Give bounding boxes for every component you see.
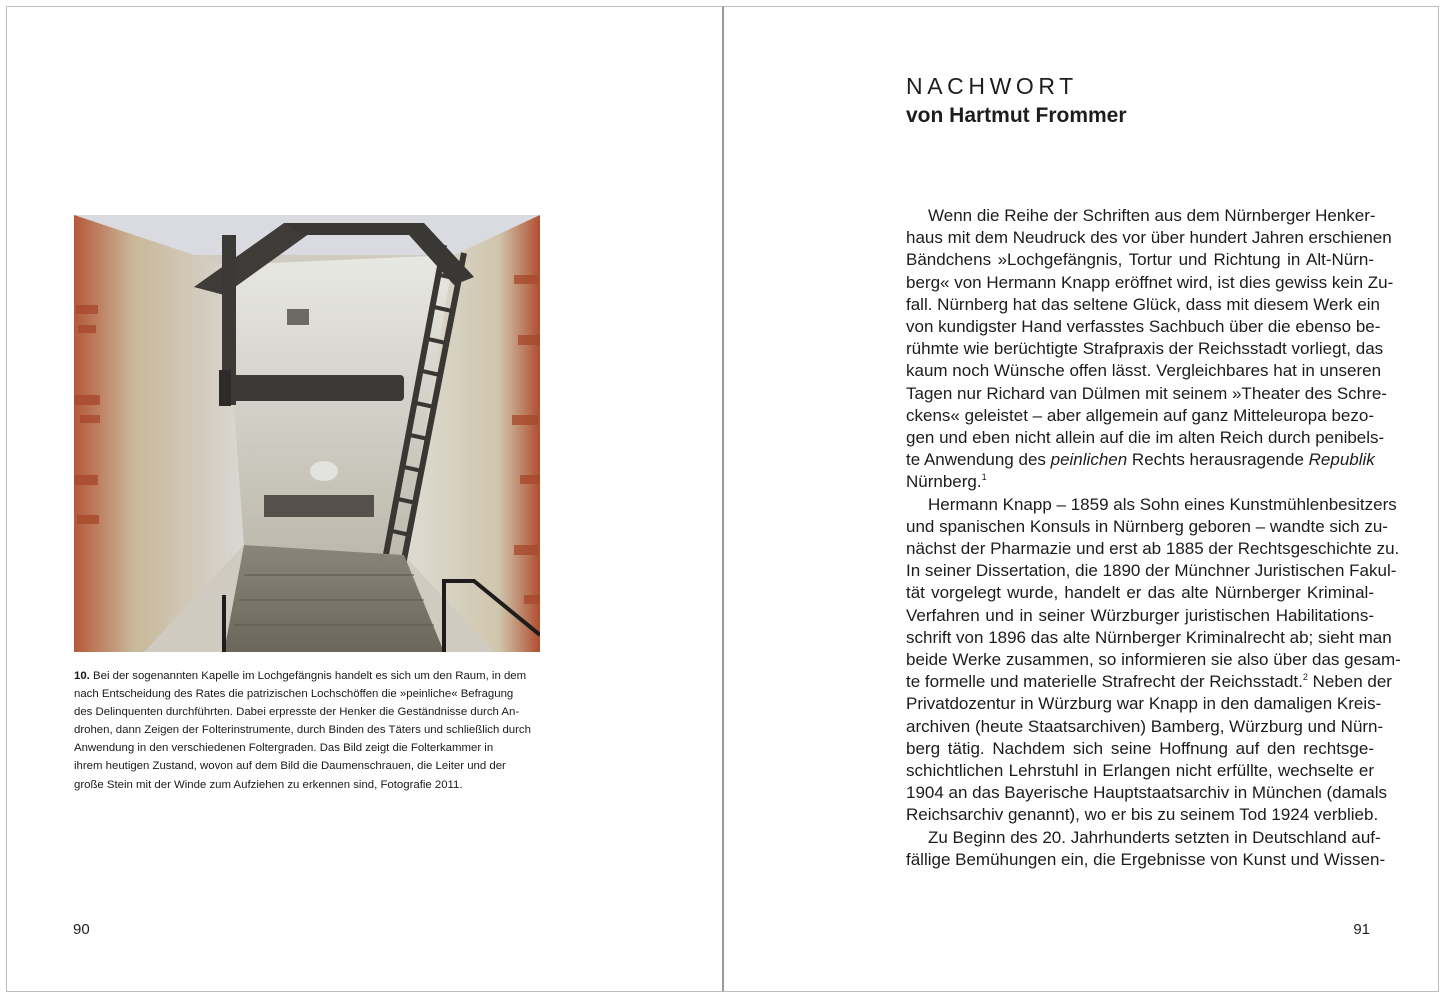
text-line: tät vorgelegt wurde, handelt er das alte Nürnberger Kriminal-: [906, 583, 1374, 603]
text-line: Tagen nur Richard van Dülmen mit seinem »Theater des Schre-: [906, 383, 1387, 403]
text-line: fall. Nürnberg hat das seltene Glück, dass mit diesem Werk ein: [906, 294, 1381, 314]
footnote-ref: 2: [1302, 672, 1308, 683]
text-line: haus mit dem Neudruck des vor über hundert Jahren erschienen: [906, 228, 1392, 248]
page-number: 91: [1353, 921, 1370, 938]
text-line: Bändchens »Lochgefängnis, Tortur und Richtung in Alt-Nürn-: [906, 250, 1374, 270]
chapter-title: NACHWORT: [906, 73, 1078, 99]
text-line: 1904 an das Bayerische Hauptstaatsarchiv in München (damals: [906, 783, 1387, 803]
text-line: ckens« geleistet – aber allgemein auf ganz Mitteleuropa bezo-: [906, 405, 1374, 425]
text-line: te formelle und materielle Strafrecht der Reichsstadt.$^2$ Neben der: [906, 672, 1392, 692]
text-line: kaum noch Wünsche offen lässt. Vergleichbares hat in unseren: [906, 361, 1382, 381]
text-line: berg« von Hermann Knapp eröffnet wird, ist dies gewiss kein Zu-: [906, 272, 1394, 292]
text-line: In seiner Dissertation, die 1890 der Münchner Juristischen Fakul-: [906, 561, 1397, 581]
left-page: [6, 6, 722, 992]
text-line: von kundigster Hand verfasstes Sachbuch über die ebenso be-: [906, 317, 1381, 337]
text-line: Wenn die Reihe der Schriften aus dem Nürnberger Henker-: [928, 206, 1376, 225]
text-line: te Anwendung des peinlichen Rechts herausragende Republik: [906, 450, 1375, 470]
text-line: gen und eben nicht allein auf die im alten Reich durch penibels-: [906, 428, 1385, 448]
body-text: [906, 205, 1401, 871]
text-line: rühmte wie berüchtigte Strafpraxis der Reichsstadt vorliegt, das: [906, 339, 1384, 359]
text-line: berg tätig. Nachdem sich seine Hoffnung auf den rechtsge-: [906, 738, 1374, 758]
text-line: schrift von 1896 das alte Nürnberger Kriminalrecht ab; sieht man: [906, 627, 1392, 647]
text-line: Verfahren und in seiner Würzburger juristischen Habilitations-: [906, 605, 1374, 625]
italic-term: peinlichen: [1050, 450, 1128, 470]
text-line: fällige Bemühungen ein, die Ergebnisse von Kunst und Wissen-: [906, 849, 1386, 869]
text-line: schichtlichen Lehrstuhl in Erlangen nicht erfüllte, wechselte er: [906, 761, 1374, 781]
text-line: Reichsarchiv genannt), wo er bis zu seinem Tod 1924 verblieb.: [906, 805, 1379, 825]
text-line: archiven (heute Staatsarchiven) Bamberg, Würzburg und Nürn-: [906, 716, 1384, 736]
text-line: Hermann Knapp – 1859 als Sohn eines Kunstmühlenbesitzers: [928, 494, 1397, 514]
text-line: Zu Beginn des 20. Jahrhunderts setzten in Deutschland auf-: [928, 827, 1381, 847]
caption-number: 10.: [74, 670, 90, 682]
text-line: beide Werke zusammen, so informieren sie also über das gesam-: [906, 650, 1401, 670]
page-number: 90: [73, 921, 90, 938]
text-line: Privatdozentur in Würzburg war Knapp in den damaligen Kreis-: [906, 694, 1382, 714]
caption-text: 10. Bei der sogenannten Kapelle im Lochgefängnis handelt es sich um den Raum, in dem nach Entscheidung des Rates die patrizischen Lochschöffen die »peinliche« Befragung des Delinquenten durchführten. Dabei erpresste der Henker die Geständnisse durch An- drohen, dann Zeigen der Folterinstrumente, durch Binden des Täters und schließlich durch Anwendung in den verschiedenen Foltergraden. Das Bild zeigt die Folterkammer in ihrem heutigen Zustand, wovon auf dem Bild die Daumenschrauen, die Leiter und der große Stein mit der Winde zum Aufziehen zu erkennen sind, Fotografie 2011.: [74, 670, 531, 791]
italic-term: Republik: [1308, 450, 1375, 470]
right-page: [722, 6, 1439, 992]
text-line: nächst der Pharmazie und erst ab 1885 der Rechtsgeschichte zu.: [906, 539, 1400, 559]
photo-caption: [74, 667, 540, 794]
footnote-ref: 1: [981, 472, 987, 483]
torture-chamber-photo: [74, 215, 540, 652]
text-line: und spanischen Konsuls in Nürnberg geboren – wandte sich zu-: [906, 516, 1388, 536]
text-line: Nürnberg.$^1$: [906, 472, 987, 492]
chapter-subtitle: von Hartmut Frommer: [906, 104, 1127, 127]
